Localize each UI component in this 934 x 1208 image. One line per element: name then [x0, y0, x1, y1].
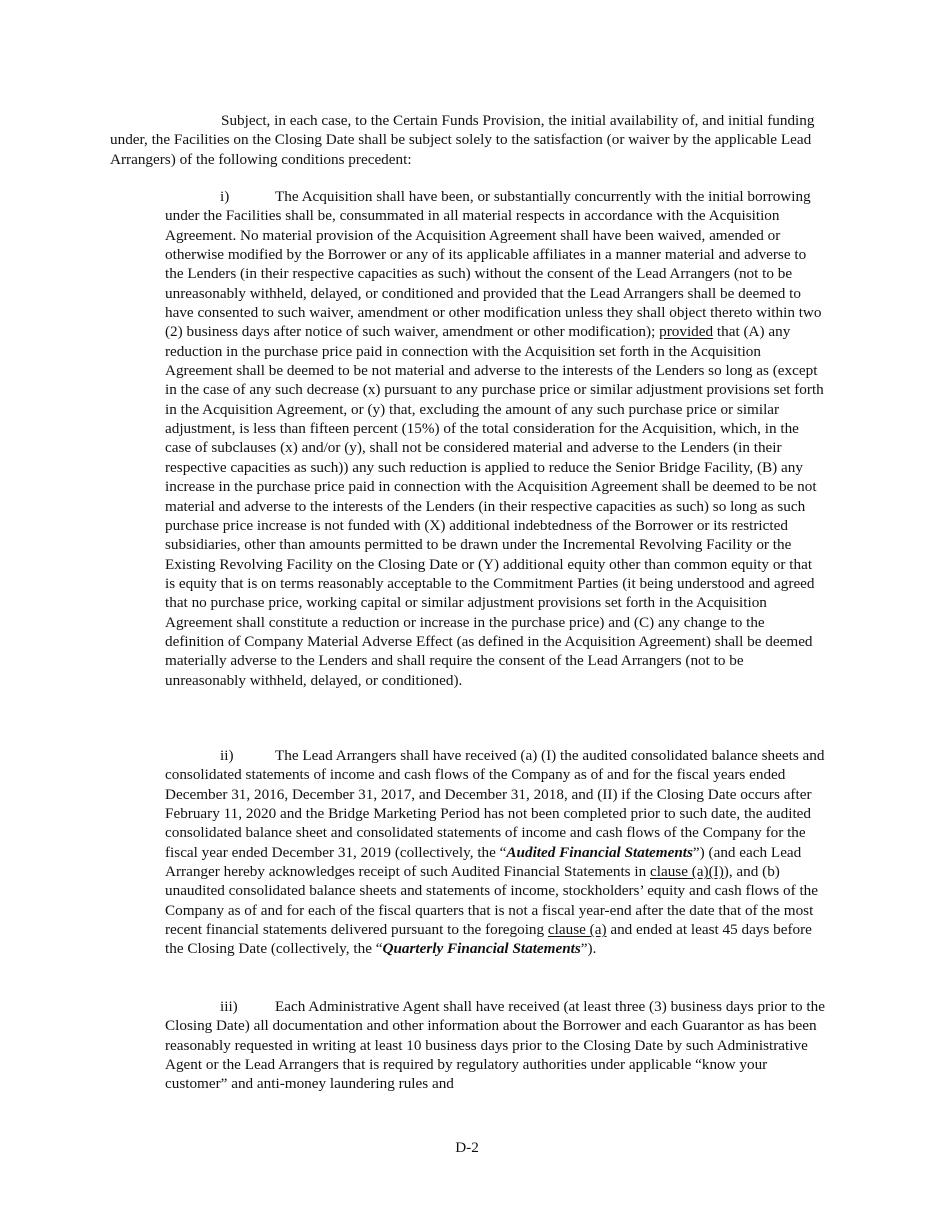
item-number: ii): [220, 747, 234, 764]
defined-term: Quarterly Financial Statements: [382, 940, 581, 958]
clause-reference: clause (a): [547, 921, 607, 939]
item-text-continued: and ended at least 45 days before the Closing Date (collectively, the “: [165, 921, 812, 958]
intro-text: Subject, in each case, to the Certain Funds Provision, the initial availability of, and initial funding under, the Facilities on the Closing Date shall be subject solely to the satisfaction (or waiver by the applicable Lead Arrangers) of the following conditions precedent:: [110, 112, 815, 168]
clause-reference: clause (a)(I): [650, 863, 724, 881]
page-number: D-2: [455, 1139, 479, 1156]
underlined-term: provided: [659, 323, 714, 341]
item-text: The Acquisition shall have been, or substantially concurrently with the initial borrowing under the Facilities shall be, consummated in all material respects in accordance with the Acquisition Agreement. No material provision of the Acquisition Agreement shall have been waived, amended or otherwise modified by the Borrower or any of its applicable affiliates in a manner material and adverse to the Lenders (in their respective capacities as such) without the consent of the Lead Arrangers (not to be unreasonably withheld, delayed, or conditioned and provided that the Lead Arrangers shall be deemed to have consented to such waiver, amendment or other modification unless they shall object thereto within two (2) business days after notice of such waiver, amendment or other modification);: [165, 188, 822, 341]
item-text: The Lead Arrangers shall have received (a) (I) the audited consolidated balance sheets and consolidated statements of income and cash flows of the Company as of and for the fiscal years ended December 31, 2016, December 31, 2017, and December 31, 2018, and (II) if the Closing Date occurs after February 11, 2020 and the Bridge Marketing Period has not been completed prior to such date, the audited consolidated balance sheet and consolidated statements of income and cash flows of the Company for the fiscal year ended December 31, 2019 (collectively, the “: [165, 747, 825, 861]
item-text-continued: ”).: [580, 940, 597, 958]
condition-item-i: [165, 187, 825, 690]
intro-paragraph: [110, 111, 826, 169]
condition-item-ii: [165, 746, 825, 959]
item-number: iii): [220, 998, 238, 1015]
item-text: Each Administrative Agent shall have received (at least three (3) business days prior to the Closing Date) all documentation and other information about the Borrower and each Guarantor as has been reasonably requested in writing at least 10 business days prior to the Closing Date by such Administrative Agent or the Lead Arrangers that is required by regulatory authorities under applicable “know your customer” and anti-money laundering rules and: [165, 998, 825, 1093]
defined-term: Audited Financial Statements: [506, 843, 693, 861]
item-text-continued: ”) (and each Lead Arranger hereby acknowledges receipt of such Audited Financial Statements in: [165, 843, 802, 881]
item-text-continued: ), and (b) unaudited consolidated balance sheets and statements of income, stockholders’ equity and cash flows of the Company as of and for each of the fiscal quarters that is not a fiscal year-end after the date that of the most recent financial statements delivered pursuant to the foregoing: [165, 863, 819, 939]
item-text-continued: that (A) any reduction in the purchase price paid in connection with the Acquisition set forth in the Acquisition Agreement shall be deemed to be not material and adverse to the interests of the Lenders so long as (except in the case of any such decrease (x) pursuant to any purchase price or similar adjustment provisions set forth in the Acquisition Agreement, or (y) that, excluding the amount of any such purchase price or similar adjustment, is less than fifteen percent (15%) of the total consideration for the Acquisition, which, in the case of subclauses (x) and/or (y), shall not be considered material and adverse to the Lenders (in their respective capacities as such)) any such reduction is applied to reduce the Senior Bridge Facility, (B) any increase in the purchase price paid in connection with the Acquisition Agreement shall be deemed to be not material and adverse to the interests of the Lenders (in their respective capacities as such) so long as such purchase price increase is not funded with (X) additional indebtedness of the Borrower or its restricted subsidiaries, other than amounts permitted to be drawn under the Incremental Revolving Facility or the Existing Revolving Facility on the Closing Date or (Y) additional equity other than common equity or that is equity that is on terms reasonably acceptable to the Commitment Parties (it being understood and agreed that no purchase price, working capital or similar adjustment provisions set forth in the Acquisition Agreement shall constitute a reduction or increase in the purchase price) and (C) any change to the definition of Company Material Adverse Effect (as defined in the Acquisition Agreement) shall be deemed materially adverse to the Lenders and shall require the consent of the Lead Arrangers (not to be unreasonably withheld, delayed, or conditioned).: [165, 323, 824, 689]
condition-item-iii: [165, 997, 825, 1094]
item-number: i): [220, 188, 230, 205]
